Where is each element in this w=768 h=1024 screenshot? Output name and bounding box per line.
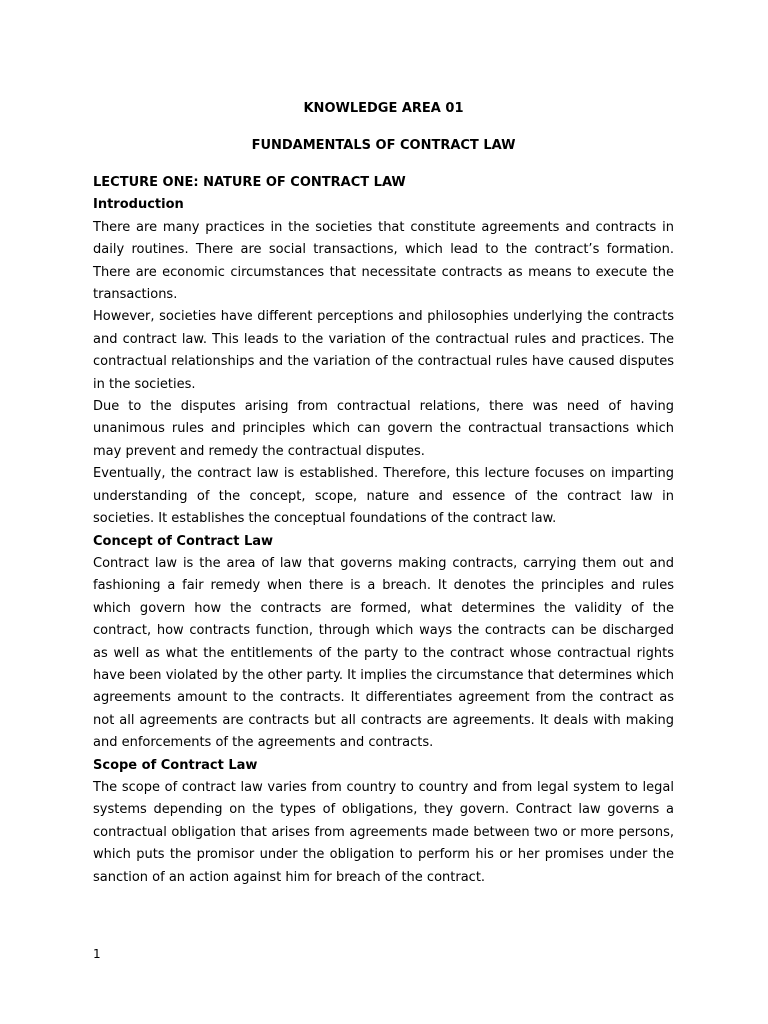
section-heading-introduction: Introduction xyxy=(93,197,184,213)
paragraph: Eventually, the contract law is established. Therefore, this lecture focuses on imparting understanding of the concept, scope, nature and essence of the contract law in societies. It establishes the conceptual foundations of the contract law. xyxy=(93,466,674,527)
knowledge-area-heading: KNOWLEDGE AREA 01 xyxy=(303,101,464,116)
section-heading-scope: Scope of Contract Law xyxy=(93,757,258,773)
lecture-heading: LECTURE ONE: NATURE OF CONTRACT LAW xyxy=(93,175,406,190)
paragraph: The scope of contract law varies from country to country and from legal system to legal systems depending on the types of obligations, they govern. Contract law governs a contractual obligation that arises from agreements made between two or more persons, which puts the promisor under the obligation to perform his or her promises under the sanction of an action against him for breach of the contract. xyxy=(93,779,674,885)
page-number: 1 xyxy=(93,947,101,961)
section-heading-concept: Concept of Contract Law xyxy=(93,533,274,549)
paragraph: Contract law is the area of law that governs making contracts, carrying them out and fashioning a fair remedy when there is a breach. It denotes the principles and rules which govern how the contracts are formed, what determines the validity of the contract, how contracts function, through which ways the contracts can be discharged as well as what the entitlements of the party to the contract whose contractual rights have been violated by the other party. It implies the circumstance that determines which agreements amount to the contracts. It differentiates agreement from the contract as not all agreements are contracts but all contracts are agreements. It deals with making and enforcements of the agreements and contracts. xyxy=(93,555,674,751)
paragraph: Due to the disputes arising from contractual relations, there was need of having unanimous rules and principles which can govern the contractual transactions which may prevent and remedy the contractual disputes. xyxy=(93,399,674,459)
document-title: FUNDAMENTALS OF CONTRACT LAW xyxy=(251,138,516,153)
paragraph: There are many practices in the societies that constitute agreements and contracts in daily routines. There are social transactions, which lead to the contract’s formation. There are economic circumstances that necessitate contracts as means to execute the transactions. xyxy=(93,219,674,303)
paragraph: However, societies have different perceptions and philosophies underlying the contracts and contract law. This leads to the variation of the contractual rules and practices. The contractual relationships and the variation of the contractual rules have caused disputes in the societies. xyxy=(93,309,674,392)
document-page xyxy=(93,98,674,889)
